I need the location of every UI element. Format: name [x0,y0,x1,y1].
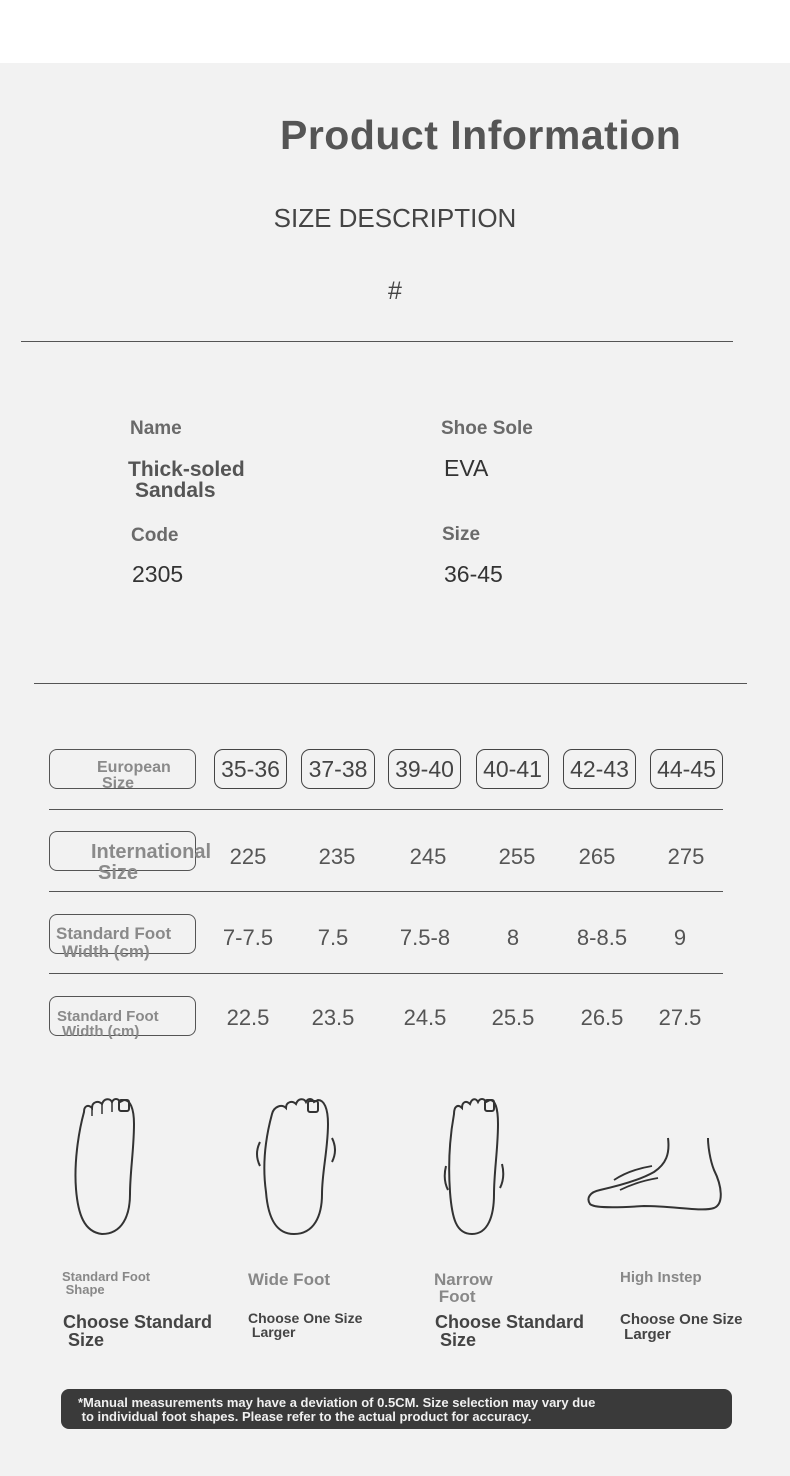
page-title: Product Information [280,112,682,158]
size-pill: 40-41 [476,749,549,789]
sole-value: EVA [444,455,489,481]
table-cell: 255 [498,844,536,869]
name-value-line2: Sandals [135,479,216,502]
size-pill: 44-45 [650,749,723,789]
narrow-foot-icon [440,1094,506,1239]
divider-middle [34,683,747,684]
row-label-foot-width-2 [49,996,196,1040]
table-cell: 8-8.5 [576,925,628,950]
size-pill: 39-40 [388,749,461,789]
disclaimer-line2: to individual foot shapes. Please refer to the actual product for accuracy. [78,1409,532,1424]
foot-advice: Choose One Size Larger [620,1311,743,1343]
wide-foot-icon [252,1094,336,1239]
name-value-line1: Thick-soled [128,458,245,481]
disclaimer-note [61,1389,732,1429]
table-divider [49,973,723,974]
row-label-foot-width-1 [49,914,196,961]
size-value: 36-45 [444,561,503,587]
table-cell: 9 [673,925,687,950]
table-cell: 27.5 [658,1005,702,1030]
table-cell: 8 [506,925,520,950]
high-instep-icon [584,1134,726,1214]
size-label: Size [442,524,481,545]
foot-type-label: Wide Foot [248,1270,330,1289]
code-label: Code [131,525,179,546]
table-cell: 7.5-8 [399,925,451,950]
table-cell: 235 [318,844,356,869]
foot-advice: Choose Standard Size [63,1312,213,1350]
table-cell: 245 [409,844,447,869]
sole-label: Shoe Sole [441,418,533,439]
section-subtitle: SIZE DESCRIPTION [273,203,517,233]
table-cell: 26.5 [580,1005,624,1030]
table-cell: 265 [578,844,616,869]
table-cell: 275 [667,844,705,869]
row-label-line1: Standard Foot [57,1008,159,1025]
row-label-line2: Width (cm) [62,942,150,961]
table-divider [49,809,723,810]
table-cell: 25.5 [491,1005,535,1030]
row-label-line2: Size [102,775,135,792]
foot-type-label: Standard Foot Shape [62,1269,151,1297]
foot-advice: Choose One Size Larger [248,1310,363,1340]
name-label: Name [130,418,182,439]
code-value: 2305 [132,561,184,587]
size-pill: 37-38 [301,749,375,789]
row-label-line2: Width (cm) [62,1023,140,1040]
divider-top [21,341,733,342]
table-cell: 23.5 [311,1005,355,1030]
standard-foot-icon [70,1094,142,1239]
table-cell: 7-7.5 [222,925,274,950]
table-divider [49,891,723,892]
row-label-line1: European [97,759,171,776]
disclaimer-line1: *Manual measurements may have a deviation of 0.5CM. Size selection may vary due [78,1395,596,1410]
row-label-european [49,749,196,792]
table-cell: 7.5 [317,925,349,950]
foot-advice: Choose Standard Size [435,1312,585,1350]
size-pill: 42-43 [563,749,636,789]
foot-type-label: High Instep [620,1269,702,1286]
hash-mark: # [388,277,402,305]
row-label-international [49,831,212,884]
size-pill: 35-36 [214,749,287,789]
table-cell: 22.5 [226,1005,270,1030]
row-label-line1: International [91,841,212,863]
row-label-line2: Size [98,862,139,884]
foot-type-label: Narrow Foot [434,1270,493,1306]
row-label-line1: Standard Foot [56,924,172,943]
table-cell: 24.5 [403,1005,447,1030]
table-cell: 225 [229,844,267,869]
